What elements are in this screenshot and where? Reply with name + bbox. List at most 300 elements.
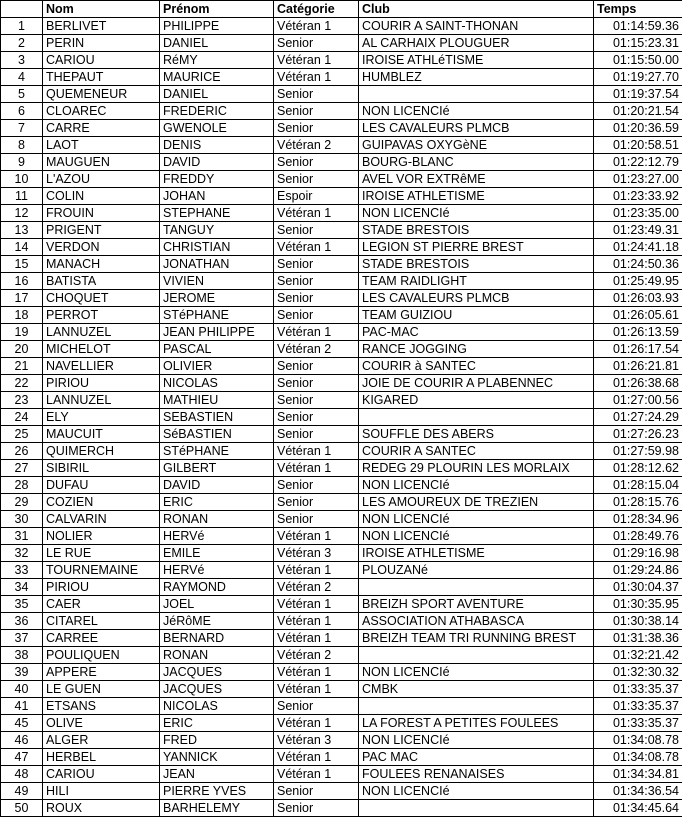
nom-cell: CITAREL [43,613,160,630]
rank-cell: 50 [1,800,43,817]
table-row [1,800,682,817]
prenom-cell: TANGUY [160,222,274,239]
rank-cell: 49 [1,783,43,800]
rank-cell: 11 [1,188,43,205]
rank-cell: 40 [1,681,43,698]
club-cell: BREIZH TEAM TRI RUNNING BREST [359,630,594,647]
temps-cell: 01:28:12.62 [594,460,682,477]
table-row [1,613,682,630]
categorie-cell: Senior [274,171,359,188]
rank-cell: 32 [1,545,43,562]
table-row [1,443,682,460]
rank-cell: 18 [1,307,43,324]
table-row [1,494,682,511]
table-row [1,171,682,188]
categorie-cell: Senior [274,477,359,494]
club-cell: NON LICENCIé [359,732,594,749]
header-row [1,1,682,18]
prenom-cell: STéPHANE [160,307,274,324]
club-cell: BREIZH SPORT AVENTURE [359,596,594,613]
categorie-cell: Senior [274,494,359,511]
prenom-cell: JEAN [160,766,274,783]
temps-cell: 01:30:35.95 [594,596,682,613]
table-row [1,239,682,256]
temps-cell: 01:34:45.64 [594,800,682,817]
categorie-cell: Vétéran 1 [274,69,359,86]
club-cell: LES CAVALEURS PLMCB [359,290,594,307]
table-row [1,341,682,358]
prenom-cell: RAYMOND [160,579,274,596]
table-row [1,120,682,137]
nom-cell: HERBEL [43,749,160,766]
categorie-cell: Senior [274,698,359,715]
prenom-cell: DAVID [160,154,274,171]
temps-cell: 01:25:49.95 [594,273,682,290]
header-temps: Temps [594,1,682,18]
categorie-cell: Vétéran 1 [274,460,359,477]
temps-cell: 01:26:05.61 [594,307,682,324]
club-cell: NON LICENCIé [359,205,594,222]
categorie-cell: Senior [274,103,359,120]
prenom-cell: OLIVIER [160,358,274,375]
temps-cell: 01:34:08.78 [594,732,682,749]
prenom-cell: RONAN [160,511,274,528]
table-row [1,783,682,800]
categorie-cell: Senior [274,375,359,392]
temps-cell: 01:23:33.92 [594,188,682,205]
temps-cell: 01:19:37.54 [594,86,682,103]
categorie-cell: Senior [274,120,359,137]
club-cell: STADE BRESTOIS [359,256,594,273]
categorie-cell: Senior [274,256,359,273]
nom-cell: CLOAREC [43,103,160,120]
categorie-cell: Vétéran 2 [274,579,359,596]
prenom-cell: JOHAN [160,188,274,205]
table-row [1,460,682,477]
temps-cell: 01:14:59.36 [594,18,682,35]
prenom-cell: RONAN [160,647,274,664]
prenom-cell: JEAN PHILIPPE [160,324,274,341]
table-row [1,290,682,307]
table-row [1,256,682,273]
club-cell: CMBK [359,681,594,698]
nom-cell: PERROT [43,307,160,324]
categorie-cell: Senior [274,426,359,443]
categorie-cell: Senior [274,800,359,817]
table-row [1,137,682,154]
nom-cell: CARREE [43,630,160,647]
table-row [1,749,682,766]
temps-cell: 01:28:49.76 [594,528,682,545]
club-cell: KIGARED [359,392,594,409]
nom-cell: BATISTA [43,273,160,290]
prenom-cell: CHRISTIAN [160,239,274,256]
prenom-cell: FRED [160,732,274,749]
rank-cell: 19 [1,324,43,341]
temps-cell: 01:23:27.00 [594,171,682,188]
categorie-cell: Senior [274,290,359,307]
table-row [1,375,682,392]
temps-cell: 01:34:36.54 [594,783,682,800]
nom-cell: NAVELLIER [43,358,160,375]
temps-cell: 01:22:12.79 [594,154,682,171]
rank-cell: 30 [1,511,43,528]
temps-cell: 01:26:17.54 [594,341,682,358]
categorie-cell: Vétéran 1 [274,715,359,732]
rank-cell: 45 [1,715,43,732]
nom-cell: PRIGENT [43,222,160,239]
temps-cell: 01:28:15.04 [594,477,682,494]
categorie-cell: Senior [274,511,359,528]
categorie-cell: Vétéran 1 [274,528,359,545]
prenom-cell: NICOLAS [160,375,274,392]
rank-cell: 16 [1,273,43,290]
table-row [1,205,682,222]
categorie-cell: Vétéran 1 [274,749,359,766]
rank-cell: 2 [1,35,43,52]
table-row [1,18,682,35]
categorie-cell: Vétéran 3 [274,732,359,749]
club-cell: SOUFFLE DES ABERS [359,426,594,443]
prenom-cell: STéPHANE [160,443,274,460]
rank-cell: 36 [1,613,43,630]
club-cell: AVEL VOR EXTRêME [359,171,594,188]
table-row [1,103,682,120]
table-row [1,579,682,596]
rank-cell: 1 [1,18,43,35]
categorie-cell: Senior [274,35,359,52]
prenom-cell: JONATHAN [160,256,274,273]
rank-cell: 27 [1,460,43,477]
club-cell: LES AMOUREUX DE TREZIEN [359,494,594,511]
nom-cell: ETSANS [43,698,160,715]
nom-cell: NOLIER [43,528,160,545]
table-row [1,511,682,528]
temps-cell: 01:27:00.56 [594,392,682,409]
club-cell: NON LICENCIé [359,103,594,120]
club-cell: PAC-MAC [359,324,594,341]
rank-cell: 48 [1,766,43,783]
rank-cell: 14 [1,239,43,256]
temps-cell: 01:28:15.76 [594,494,682,511]
rank-cell: 31 [1,528,43,545]
rank-cell: 37 [1,630,43,647]
club-cell: NON LICENCIé [359,528,594,545]
temps-cell: 01:33:35.37 [594,715,682,732]
club-cell: LA FOREST A PETITES FOULEES [359,715,594,732]
nom-cell: LE RUE [43,545,160,562]
club-cell [359,800,594,817]
club-cell [359,579,594,596]
table-row [1,154,682,171]
nom-cell: LAOT [43,137,160,154]
club-cell: LES CAVALEURS PLMCB [359,120,594,137]
rank-cell: 20 [1,341,43,358]
rank-cell: 3 [1,52,43,69]
prenom-cell: JEROME [160,290,274,307]
temps-cell: 01:24:41.18 [594,239,682,256]
table-row [1,596,682,613]
temps-cell: 01:29:16.98 [594,545,682,562]
rank-cell: 38 [1,647,43,664]
table-row [1,545,682,562]
prenom-cell: BARHELEMY [160,800,274,817]
nom-cell: LANNUZEL [43,392,160,409]
prenom-cell: STEPHANE [160,205,274,222]
table-row [1,52,682,69]
prenom-cell: YANNICK [160,749,274,766]
nom-cell: PERIN [43,35,160,52]
rank-cell: 15 [1,256,43,273]
table-row [1,69,682,86]
club-cell: IROISE ATHLéTISME [359,52,594,69]
categorie-cell: Vétéran 2 [274,647,359,664]
temps-cell: 01:29:24.86 [594,562,682,579]
nom-cell: MICHELOT [43,341,160,358]
nom-cell: DUFAU [43,477,160,494]
table-row [1,647,682,664]
rank-cell: 46 [1,732,43,749]
categorie-cell: Vétéran 2 [274,137,359,154]
nom-cell: LANNUZEL [43,324,160,341]
temps-cell: 01:33:35.37 [594,681,682,698]
prenom-cell: GILBERT [160,460,274,477]
club-cell: COURIR A SANTEC [359,443,594,460]
rank-cell: 22 [1,375,43,392]
prenom-cell: JACQUES [160,664,274,681]
club-cell: PLOUZANé [359,562,594,579]
table-row [1,681,682,698]
table-row [1,273,682,290]
temps-cell: 01:34:08.78 [594,749,682,766]
header-number [1,1,43,18]
temps-cell: 01:26:38.68 [594,375,682,392]
rank-cell: 24 [1,409,43,426]
prenom-cell: SéBASTIEN [160,426,274,443]
categorie-cell: Vétéran 1 [274,596,359,613]
categorie-cell: Vétéran 1 [274,52,359,69]
nom-cell: CAER [43,596,160,613]
club-cell: IROISE ATHLETISME [359,188,594,205]
rank-cell: 25 [1,426,43,443]
prenom-cell: PIERRE YVES [160,783,274,800]
categorie-cell: Senior [274,307,359,324]
prenom-cell: DAVID [160,477,274,494]
temps-cell: 01:19:27.70 [594,69,682,86]
results-body [1,18,682,817]
prenom-cell: FREDDY [160,171,274,188]
club-cell: HUMBLEZ [359,69,594,86]
club-cell: JOIE DE COURIR A PLABENNEC [359,375,594,392]
categorie-cell: Senior [274,409,359,426]
temps-cell: 01:26:21.81 [594,358,682,375]
club-cell: IROISE ATHLETISME [359,545,594,562]
table-row [1,715,682,732]
categorie-cell: Vétéran 1 [274,613,359,630]
temps-cell: 01:23:35.00 [594,205,682,222]
rank-cell: 28 [1,477,43,494]
nom-cell: COLIN [43,188,160,205]
nom-cell: PIRIOU [43,579,160,596]
temps-cell: 01:27:24.29 [594,409,682,426]
temps-cell: 01:26:03.93 [594,290,682,307]
club-cell: COURIR A SAINT-THONAN [359,18,594,35]
prenom-cell: BERNARD [160,630,274,647]
nom-cell: APPERE [43,664,160,681]
prenom-cell: ERIC [160,715,274,732]
prenom-cell: RéMY [160,52,274,69]
table-row [1,477,682,494]
temps-cell: 01:34:34.81 [594,766,682,783]
table-row [1,664,682,681]
prenom-cell: JACQUES [160,681,274,698]
rank-cell: 34 [1,579,43,596]
prenom-cell: GWENOLE [160,120,274,137]
nom-cell: CHOQUET [43,290,160,307]
rank-cell: 35 [1,596,43,613]
rank-cell: 10 [1,171,43,188]
club-cell: STADE BRESTOIS [359,222,594,239]
rank-cell: 8 [1,137,43,154]
temps-cell: 01:23:49.31 [594,222,682,239]
rank-cell: 26 [1,443,43,460]
categorie-cell: Vétéran 1 [274,630,359,647]
prenom-cell: FREDERIC [160,103,274,120]
club-cell [359,409,594,426]
prenom-cell: EMILE [160,545,274,562]
categorie-cell: Vétéran 1 [274,324,359,341]
categorie-cell: Vétéran 1 [274,205,359,222]
categorie-cell: Senior [274,783,359,800]
table-row [1,188,682,205]
nom-cell: MAUCUIT [43,426,160,443]
nom-cell: TOURNEMAINE [43,562,160,579]
table-row [1,222,682,239]
nom-cell: CARIOU [43,766,160,783]
club-cell: NON LICENCIé [359,664,594,681]
rank-cell: 23 [1,392,43,409]
header-prenom: Prénom [160,1,274,18]
nom-cell: MANACH [43,256,160,273]
table-row [1,392,682,409]
nom-cell: L'AZOU [43,171,160,188]
nom-cell: ELY [43,409,160,426]
categorie-cell: Senior [274,273,359,290]
rank-cell: 21 [1,358,43,375]
nom-cell: HILI [43,783,160,800]
club-cell: ASSOCIATION ATHABASCA [359,613,594,630]
table-row [1,409,682,426]
categorie-cell: Vétéran 1 [274,239,359,256]
nom-cell: ROUX [43,800,160,817]
club-cell: RANCE JOGGING [359,341,594,358]
categorie-cell: Vétéran 1 [274,681,359,698]
temps-cell: 01:33:35.37 [594,698,682,715]
club-cell: REDEG 29 PLOURIN LES MORLAIX [359,460,594,477]
nom-cell: PIRIOU [43,375,160,392]
categorie-cell: Vétéran 1 [274,664,359,681]
nom-cell: BERLIVET [43,18,160,35]
prenom-cell: HERVé [160,528,274,545]
categorie-cell: Senior [274,222,359,239]
prenom-cell: DANIEL [160,35,274,52]
table-row [1,307,682,324]
nom-cell: LE GUEN [43,681,160,698]
categorie-cell: Senior [274,358,359,375]
club-cell: PAC MAC [359,749,594,766]
prenom-cell: MAURICE [160,69,274,86]
rank-cell: 4 [1,69,43,86]
club-cell [359,647,594,664]
club-cell [359,698,594,715]
prenom-cell: HERVé [160,562,274,579]
table-row [1,698,682,715]
rank-cell: 17 [1,290,43,307]
categorie-cell: Vétéran 2 [274,341,359,358]
table-row [1,358,682,375]
header-categorie: Catégorie [274,1,359,18]
rank-cell: 41 [1,698,43,715]
rank-cell: 39 [1,664,43,681]
rank-cell: 9 [1,154,43,171]
prenom-cell: VIVIEN [160,273,274,290]
club-cell: TEAM RAIDLIGHT [359,273,594,290]
prenom-cell: MATHIEU [160,392,274,409]
prenom-cell: SEBASTIEN [160,409,274,426]
club-cell: FOULEES RENANAISES [359,766,594,783]
rank-cell: 29 [1,494,43,511]
nom-cell: CALVARIN [43,511,160,528]
header-club: Club [359,1,594,18]
categorie-cell: Senior [274,86,359,103]
rank-cell: 7 [1,120,43,137]
temps-cell: 01:27:26.23 [594,426,682,443]
header-nom: Nom [43,1,160,18]
prenom-cell: ERIC [160,494,274,511]
rank-cell: 6 [1,103,43,120]
prenom-cell: DANIEL [160,86,274,103]
club-cell: GUIPAVAS OXYGèNE [359,137,594,154]
rank-cell: 33 [1,562,43,579]
prenom-cell: NICOLAS [160,698,274,715]
temps-cell: 01:15:50.00 [594,52,682,69]
categorie-cell: Vétéran 1 [274,443,359,460]
table-row [1,528,682,545]
categorie-cell: Espoir [274,188,359,205]
temps-cell: 01:24:50.36 [594,256,682,273]
prenom-cell: PASCAL [160,341,274,358]
nom-cell: ALGER [43,732,160,749]
club-cell: NON LICENCIé [359,511,594,528]
club-cell: BOURG-BLANC [359,154,594,171]
temps-cell: 01:30:38.14 [594,613,682,630]
nom-cell: SIBIRIL [43,460,160,477]
rank-cell: 13 [1,222,43,239]
temps-cell: 01:30:04.37 [594,579,682,596]
nom-cell: QUEMENEUR [43,86,160,103]
categorie-cell: Senior [274,154,359,171]
prenom-cell: JOEL [160,596,274,613]
club-cell [359,86,594,103]
nom-cell: VERDON [43,239,160,256]
table-row [1,324,682,341]
rank-cell: 5 [1,86,43,103]
nom-cell: THEPAUT [43,69,160,86]
categorie-cell: Vétéran 1 [274,766,359,783]
table-row [1,86,682,103]
nom-cell: CARIOU [43,52,160,69]
temps-cell: 01:20:21.54 [594,103,682,120]
